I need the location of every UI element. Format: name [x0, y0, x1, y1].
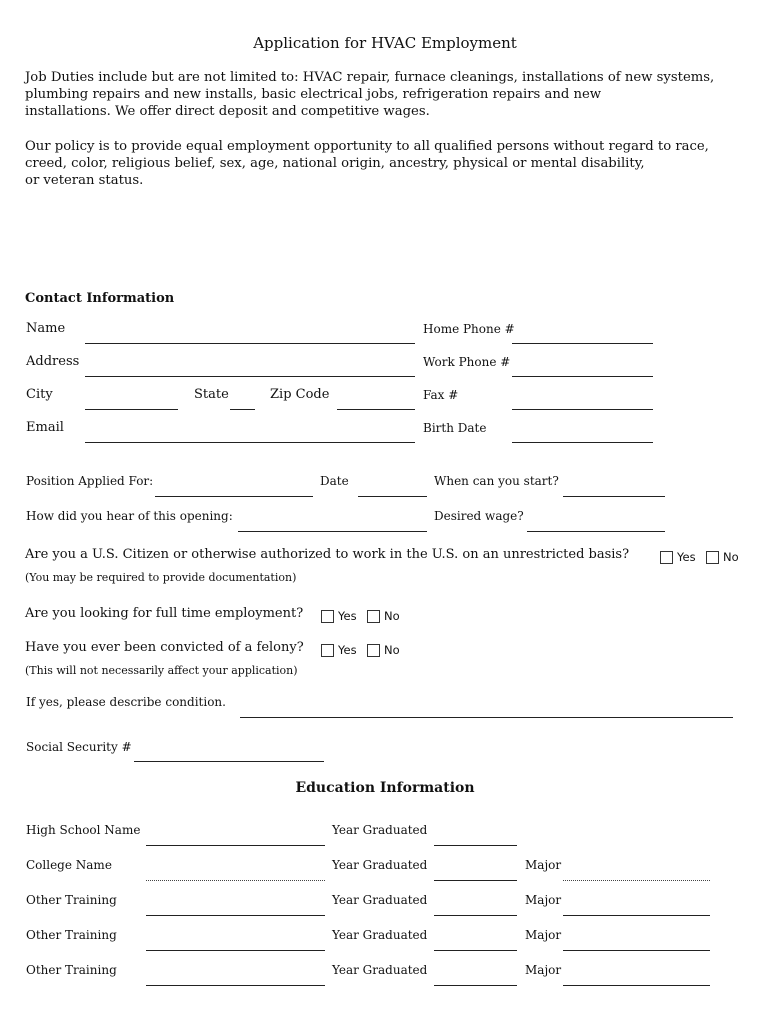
citizen-yes-label: Yes — [677, 550, 696, 564]
college-field[interactable] — [146, 880, 325, 881]
duties-line-1: Job Duties include but are not limited to: HVAC repair, furnace cleanings, installations of new systems, — [25, 70, 715, 85]
home-phone-label: Home Phone # — [423, 322, 515, 336]
date-label: Date — [320, 474, 349, 488]
fulltime-yes-checkbox[interactable] — [321, 610, 334, 623]
page-title: Application for HVAC Employment — [253, 34, 517, 52]
citizen-yes-option[interactable] — [660, 550, 696, 564]
position-field[interactable] — [155, 496, 313, 497]
describe-label: If yes, please describe condition. — [26, 695, 226, 709]
felony-note: (This will not necessarily affect your application) — [25, 664, 298, 677]
other-2-major-label: Major — [525, 928, 562, 942]
other-training-1-label: Other Training — [26, 893, 117, 907]
college-label: College Name — [26, 858, 112, 872]
college-major-label: Major — [525, 858, 562, 872]
home-phone-field[interactable] — [512, 343, 653, 344]
other-2-year-label: Year Graduated — [332, 928, 428, 942]
other-1-year-label: Year Graduated — [332, 893, 428, 907]
other-training-1-field[interactable] — [146, 915, 325, 916]
birth-date-label: Birth Date — [423, 421, 487, 435]
felony-yes-label: Yes — [338, 643, 357, 657]
fax-field[interactable] — [512, 409, 653, 410]
other-training-2-label: Other Training — [26, 928, 117, 942]
college-year-label: Year Graduated — [332, 858, 428, 872]
work-phone-field[interactable] — [512, 376, 653, 377]
other-3-major-field[interactable] — [563, 985, 710, 986]
citizen-no-option[interactable] — [706, 550, 739, 564]
address-field[interactable] — [85, 376, 415, 377]
start-label: When can you start? — [434, 474, 559, 488]
ssn-field[interactable] — [134, 761, 324, 762]
city-field[interactable] — [85, 409, 178, 410]
fulltime-yes-label: Yes — [338, 609, 357, 623]
wage-field[interactable] — [527, 531, 665, 532]
zip-field[interactable] — [337, 409, 415, 410]
other-training-3-label: Other Training — [26, 963, 117, 977]
birth-date-field[interactable] — [512, 442, 653, 443]
duties-line-2: plumbing repairs and new installs, basic electrical jobs, refrigeration repairs and new — [25, 87, 602, 102]
fulltime-no-label: No — [384, 609, 400, 623]
zip-label: Zip Code — [270, 387, 330, 402]
other-2-year-field[interactable] — [434, 950, 517, 951]
email-field[interactable] — [85, 442, 415, 443]
other-2-major-field[interactable] — [563, 950, 710, 951]
high-school-field[interactable] — [146, 845, 325, 846]
felony-no-option[interactable] — [367, 643, 400, 657]
policy-line-3: or veteran status. — [25, 173, 144, 188]
fulltime-question: Are you looking for full time employment? — [25, 606, 304, 621]
hs-year-label: Year Graduated — [332, 823, 428, 837]
state-field[interactable] — [230, 409, 255, 410]
felony-no-label: No — [384, 643, 400, 657]
other-training-2-field[interactable] — [146, 950, 325, 951]
other-1-year-field[interactable] — [434, 915, 517, 916]
high-school-label: High School Name — [26, 823, 141, 837]
city-label: City — [26, 387, 53, 402]
other-1-major-label: Major — [525, 893, 562, 907]
fax-label: Fax # — [423, 388, 459, 402]
address-label: Address — [26, 354, 80, 369]
citizen-question: Are you a U.S. Citizen or otherwise authorized to work in the U.S. on an unrestricted basis? — [25, 547, 630, 562]
citizen-no-checkbox[interactable] — [706, 551, 719, 564]
start-field[interactable] — [563, 496, 665, 497]
other-training-3-field[interactable] — [146, 985, 325, 986]
citizen-no-label: No — [723, 550, 739, 564]
policy-line-1: Our policy is to provide equal employment opportunity to all qualified persons without regard to race, — [25, 139, 709, 154]
other-1-major-field[interactable] — [563, 915, 710, 916]
college-year-field[interactable] — [434, 880, 517, 881]
email-label: Email — [26, 420, 64, 435]
college-major-field[interactable] — [563, 880, 710, 881]
name-label: Name — [26, 321, 66, 336]
fulltime-no-checkbox[interactable] — [367, 610, 380, 623]
other-3-year-label: Year Graduated — [332, 963, 428, 977]
hs-year-field[interactable] — [434, 845, 517, 846]
name-field[interactable] — [85, 343, 415, 344]
ssn-label: Social Security # — [26, 740, 132, 754]
citizen-yes-checkbox[interactable] — [660, 551, 673, 564]
other-3-major-label: Major — [525, 963, 562, 977]
policy-line-2: creed, color, religious belief, sex, age, national origin, ancestry, physical or mental disability, — [25, 156, 645, 171]
fulltime-no-option[interactable] — [367, 609, 400, 623]
education-heading: Education Information — [295, 780, 475, 796]
describe-field[interactable] — [240, 717, 733, 718]
state-label: State — [194, 387, 229, 402]
fulltime-yes-option[interactable] — [321, 609, 357, 623]
felony-yes-option[interactable] — [321, 643, 357, 657]
felony-no-checkbox[interactable] — [367, 644, 380, 657]
contact-heading: Contact Information — [25, 291, 175, 306]
other-3-year-field[interactable] — [434, 985, 517, 986]
felony-question: Have you ever been convicted of a felony? — [25, 640, 304, 655]
policy-paragraph — [25, 138, 745, 189]
felony-yes-checkbox[interactable] — [321, 644, 334, 657]
duties-line-3: installations. We offer direct deposit and competitive wages. — [25, 104, 430, 119]
wage-label: Desired wage? — [434, 509, 524, 523]
job-duties-paragraph — [25, 69, 745, 120]
heard-label: How did you hear of this opening: — [26, 509, 233, 523]
heard-field[interactable] — [238, 531, 427, 532]
citizen-note: (You may be required to provide documentation) — [25, 571, 297, 584]
position-label: Position Applied For: — [26, 474, 154, 488]
work-phone-label: Work Phone # — [423, 355, 511, 369]
date-field[interactable] — [358, 496, 427, 497]
